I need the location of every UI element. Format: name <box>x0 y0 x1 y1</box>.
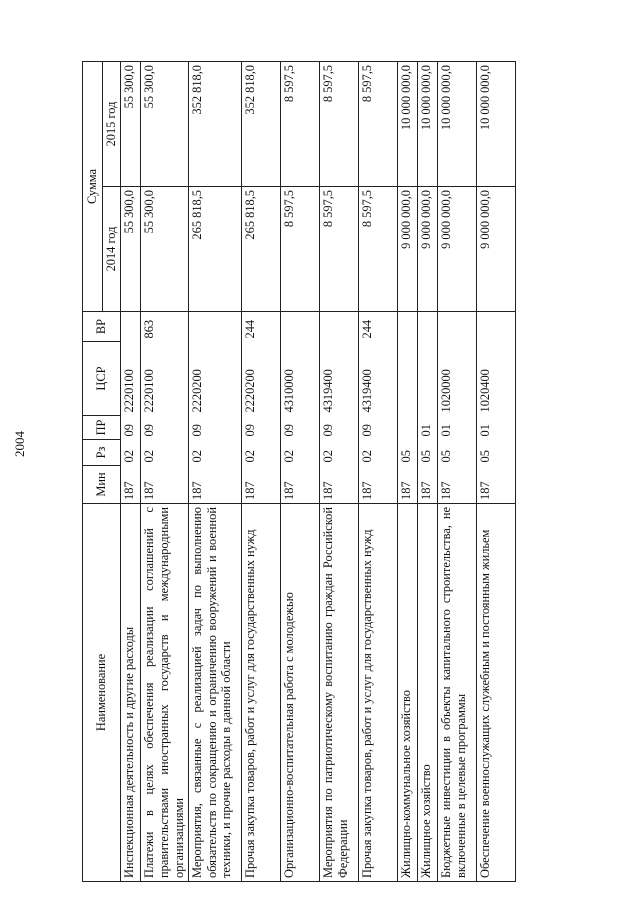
csr-cell: 1020400 <box>476 342 515 416</box>
sum-2015-cell: 352 818,0 <box>241 62 280 187</box>
rz-cell: 02 <box>241 440 280 466</box>
rz-cell: 05 <box>437 440 476 466</box>
vr-cell <box>121 312 141 342</box>
rz-cell: 02 <box>280 440 319 466</box>
name-cell: Жилищное хозяйство <box>417 504 437 882</box>
min-cell: 187 <box>437 466 476 504</box>
sum-2014-cell: 55 300,0 <box>141 187 189 312</box>
pr-cell: 01 <box>417 416 437 440</box>
vr-cell <box>280 312 319 342</box>
sum-2015-cell: 8 597,5 <box>358 62 397 187</box>
csr-cell: 4319400 <box>319 342 358 416</box>
table-row <box>280 62 319 882</box>
header-year-2014: 2014 год <box>103 187 121 312</box>
table-body <box>121 62 516 882</box>
name-cell: Мероприятия по патриотическому воспитанию граждан Российской Федерации <box>319 504 358 882</box>
table-row <box>141 62 189 882</box>
vr-cell <box>397 312 417 342</box>
rz-cell: 02 <box>188 440 241 466</box>
name-cell: Жилищно-коммунальное хозяйство <box>397 504 417 882</box>
name-cell: Бюджетные инвестиции в объекты капитального строительства, не включенные в целевые программы <box>437 504 476 882</box>
sum-2014-cell: 9 000 000,0 <box>417 187 437 312</box>
vr-cell: 244 <box>358 312 397 342</box>
table-row <box>476 62 515 882</box>
min-cell: 187 <box>417 466 437 504</box>
rz-cell: 02 <box>358 440 397 466</box>
header-sum: Сумма <box>83 62 103 312</box>
header-name: Наименование <box>83 504 121 882</box>
name-cell: Организационно-воспитательная работа с молодежью <box>280 504 319 882</box>
sum-2014-cell: 8 597,5 <box>280 187 319 312</box>
pr-cell: 09 <box>358 416 397 440</box>
csr-cell: 2220200 <box>188 342 241 416</box>
csr-cell <box>397 342 417 416</box>
pr-cell: 09 <box>121 416 141 440</box>
rz-cell: 02 <box>319 440 358 466</box>
header-rz: Рз <box>83 440 121 466</box>
vr-cell <box>319 312 358 342</box>
pr-cell: 09 <box>241 416 280 440</box>
pr-cell: 09 <box>188 416 241 440</box>
header-min: Мин <box>83 466 121 504</box>
table-row <box>188 62 241 882</box>
table-row <box>358 62 397 882</box>
table-row <box>437 62 476 882</box>
csr-cell: 2220100 <box>121 342 141 416</box>
csr-cell: 4319400 <box>358 342 397 416</box>
page-number: 2004 <box>12 431 27 457</box>
rotated-page-content <box>82 62 564 882</box>
name-cell: Инспекционная деятельность и другие расходы <box>121 504 141 882</box>
min-cell: 187 <box>476 466 515 504</box>
table-row <box>417 62 437 882</box>
sum-2015-cell: 8 597,5 <box>319 62 358 187</box>
sum-2014-cell: 8 597,5 <box>358 187 397 312</box>
sum-2014-cell: 9 000 000,0 <box>476 187 515 312</box>
sum-2014-cell: 55 300,0 <box>121 187 141 312</box>
min-cell: 187 <box>241 466 280 504</box>
sum-2014-cell: 265 818,5 <box>188 187 241 312</box>
header-csr: ЦСР <box>83 342 121 416</box>
pr-cell: 09 <box>141 416 189 440</box>
name-cell: Мероприятия, связанные с реализацией задач по выполнению обязательств по сокращению и ограничению вооружений и военной техники, и прочие расходы в данной области <box>188 504 241 882</box>
vr-cell <box>437 312 476 342</box>
table-row <box>121 62 141 882</box>
min-cell: 187 <box>121 466 141 504</box>
pr-cell: 09 <box>319 416 358 440</box>
sum-2014-cell: 8 597,5 <box>319 187 358 312</box>
name-cell: Платежи в целях обеспечения реализации соглашений с правительствами иностранных государств и международными организациями <box>141 504 189 882</box>
table-row <box>397 62 417 882</box>
sum-2015-cell: 10 000 000,0 <box>417 62 437 187</box>
sum-2015-cell: 55 300,0 <box>141 62 189 187</box>
vr-cell <box>417 312 437 342</box>
table-row <box>241 62 280 882</box>
rz-cell: 05 <box>476 440 515 466</box>
sum-2015-cell: 8 597,5 <box>280 62 319 187</box>
sum-2015-cell: 10 000 000,0 <box>437 62 476 187</box>
rz-cell: 05 <box>417 440 437 466</box>
min-cell: 187 <box>141 466 189 504</box>
csr-cell: 4310000 <box>280 342 319 416</box>
sum-2014-cell: 9 000 000,0 <box>397 187 417 312</box>
table-row <box>319 62 358 882</box>
min-cell: 187 <box>358 466 397 504</box>
header-vr: ВР <box>83 312 121 342</box>
name-cell: Прочая закупка товаров, работ и услуг для государственных нужд <box>241 504 280 882</box>
vr-cell: 863 <box>141 312 189 342</box>
csr-cell: 1020000 <box>437 342 476 416</box>
rz-cell: 02 <box>141 440 189 466</box>
csr-cell: 2220100 <box>141 342 189 416</box>
min-cell: 187 <box>319 466 358 504</box>
rz-cell: 02 <box>121 440 141 466</box>
csr-cell <box>417 342 437 416</box>
vr-cell: 244 <box>241 312 280 342</box>
pr-cell: 01 <box>476 416 515 440</box>
sum-2015-cell: 352 818,0 <box>188 62 241 187</box>
header-year-2015: 2015 год <box>103 62 121 187</box>
pr-cell <box>397 416 417 440</box>
min-cell: 187 <box>280 466 319 504</box>
name-cell: Обеспечение военнослужащих служебным и постоянным жильем <box>476 504 515 882</box>
header-pr: ПР <box>83 416 121 440</box>
budget-table <box>82 61 516 882</box>
sum-2015-cell: 10 000 000,0 <box>397 62 417 187</box>
csr-cell: 2220200 <box>241 342 280 416</box>
sum-2015-cell: 10 000 000,0 <box>476 62 515 187</box>
pr-cell: 01 <box>437 416 476 440</box>
pr-cell: 09 <box>280 416 319 440</box>
min-cell: 187 <box>188 466 241 504</box>
min-cell: 187 <box>397 466 417 504</box>
vr-cell <box>476 312 515 342</box>
vr-cell <box>188 312 241 342</box>
sum-2014-cell: 265 818,5 <box>241 187 280 312</box>
rz-cell: 05 <box>397 440 417 466</box>
sum-2015-cell: 55 300,0 <box>121 62 141 187</box>
sum-2014-cell: 9 000 000,0 <box>437 187 476 312</box>
name-cell: Прочая закупка товаров, работ и услуг для государственных нужд <box>358 504 397 882</box>
